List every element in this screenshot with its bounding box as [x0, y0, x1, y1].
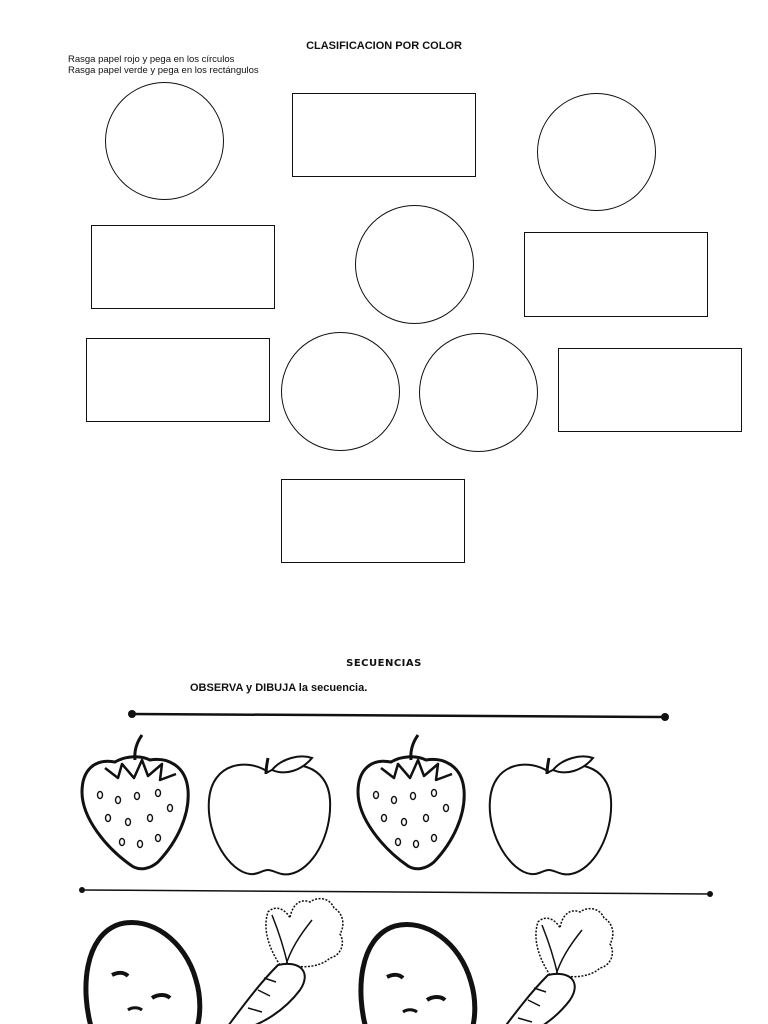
- potato-icon: [361, 924, 475, 1024]
- carrot-icon: [225, 899, 343, 1024]
- instruction-green-rectangles: Rasga papel verde y pega en los rectángulos: [68, 65, 259, 76]
- divider-line: [79, 887, 713, 897]
- apple-icon: [209, 757, 330, 875]
- instruction-red-circles: Rasga papel rojo y pega en los círculos: [68, 54, 235, 65]
- potato-icon: [86, 922, 200, 1024]
- section-title: SECUENCIAS: [346, 658, 422, 669]
- strawberry-icon: [82, 735, 188, 869]
- carrot-icon: [495, 909, 613, 1024]
- sequence-instruction: OBSERVA y DIBUJA la secuencia.: [190, 682, 368, 694]
- divider-line: [128, 710, 669, 721]
- page-title: CLASIFICACION POR COLOR: [306, 40, 462, 52]
- apple-icon: [490, 757, 611, 875]
- strawberry-icon: [358, 735, 464, 869]
